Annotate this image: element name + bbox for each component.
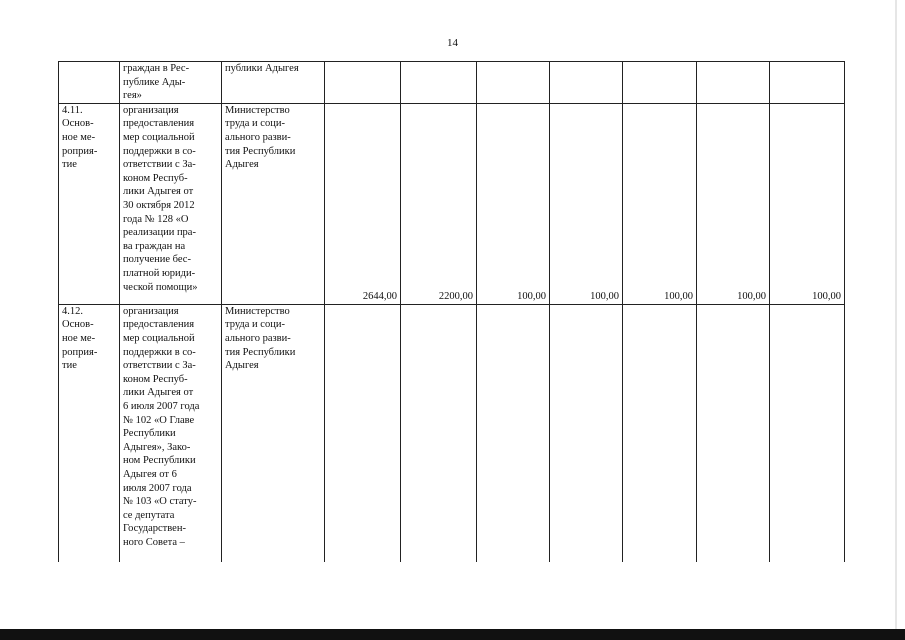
page-number: 14 (447, 37, 458, 49)
amount-cell (697, 304, 770, 562)
amount-cell (477, 62, 550, 104)
amount-cell: 100,00 (697, 103, 770, 304)
amount-cell: 100,00 (477, 103, 550, 304)
amount-cell (770, 62, 845, 104)
table-row (59, 62, 845, 104)
amount-cell: 100,00 (770, 103, 845, 304)
table-row (59, 103, 845, 304)
amount-cell (697, 62, 770, 104)
activity-name-cell: граждан в Рес- публике Ады- гея» (120, 62, 222, 104)
amount-cell (550, 304, 623, 562)
amount-cell (325, 304, 401, 562)
amount-cell (401, 304, 477, 562)
activity-number-cell: 4.12. Основ- ное ме- роприя- тие (59, 304, 120, 562)
amount-cell (477, 304, 550, 562)
amount-cell (550, 62, 623, 104)
activity-number-cell: 4.11. Основ- ное ме- роприя- тие (59, 103, 120, 304)
executor-cell: Министерство труда и соци- ального разви- тия Республики Адыгея (222, 304, 325, 562)
amount-cell: 2200,00 (401, 103, 477, 304)
amount-cell (325, 62, 401, 104)
amount-cell (770, 304, 845, 562)
amount-cell: 100,00 (550, 103, 623, 304)
amount-cell: 100,00 (623, 103, 697, 304)
scan-edge (895, 0, 897, 640)
amount-cell (623, 304, 697, 562)
executor-cell: Министерство труда и соци- ального разви- тия Республики Адыгея (222, 103, 325, 304)
scan-bottom-border (0, 629, 905, 640)
activity-name-cell: организация предоставления мер социальной поддержки в со- ответствии с За- коном Респуб- лики Адыгея от 6 июля 2007 года № 102 «О Главе Республики Адыгея», Зако- ном Республики Адыгея от 6 июля 2007 года № 103 «О стату- се депутата Государствен- ного Совета – (120, 304, 222, 562)
amount-cell (623, 62, 697, 104)
activity-name-cell: организация предоставления мер социальной поддержки в со- ответствии с За- коном Респуб- лики Адыгея от 30 октября 2012 года № 128 «О реализации пра- ва граждан на получение бес- платной юриди- ческой помощи» (120, 103, 222, 304)
amount-cell (401, 62, 477, 104)
program-activities-table (58, 61, 845, 562)
activity-number-cell (59, 62, 120, 104)
executor-cell: публики Адыгея (222, 62, 325, 104)
table-row (59, 304, 845, 562)
amount-cell: 2644,00 (325, 103, 401, 304)
